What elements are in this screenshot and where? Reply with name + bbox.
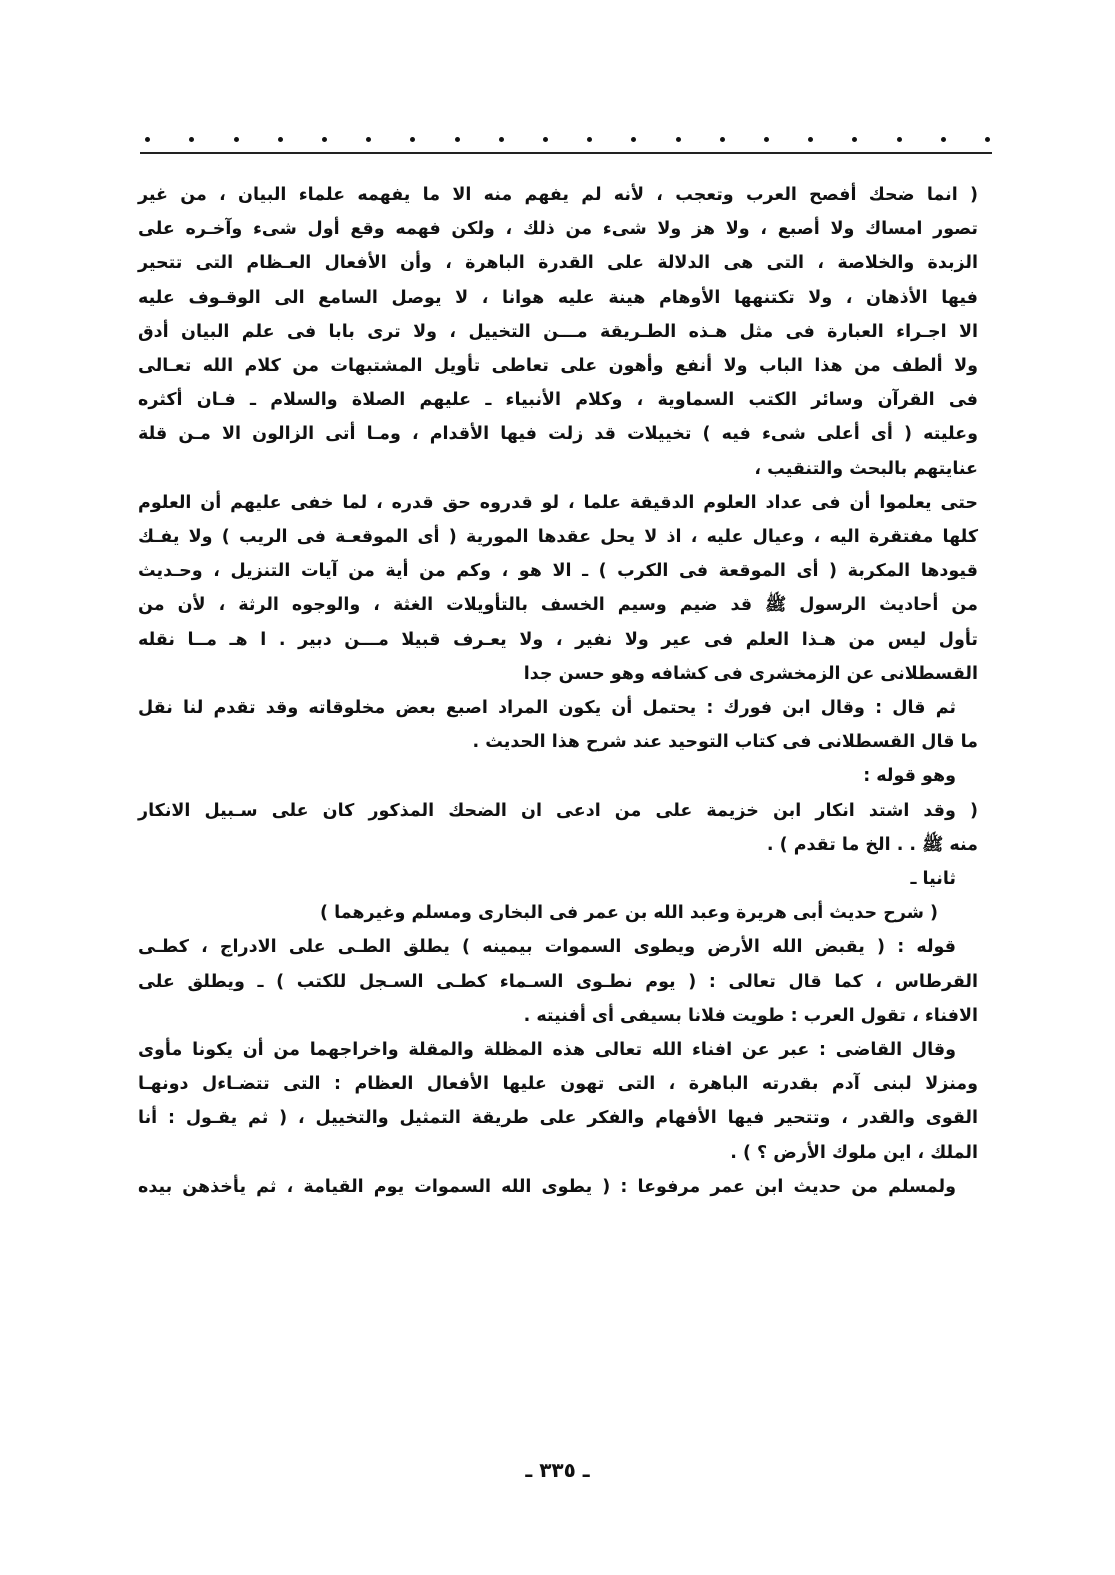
text-line: ما قال القسطلانى فى كتاب التوحيد عند شرح هذا الحديث . xyxy=(472,732,978,753)
page-number: ـ ٣٣٥ ـ xyxy=(525,1458,590,1482)
header-dot xyxy=(499,137,504,142)
text-line: الملك ، اين ملوك الأرض ؟ ) . xyxy=(730,1142,978,1163)
text-line: كلها مفتقرة اليه ، وعيال عليه ، اذ لا يحل عقدها المورية ( أى الموقعـة فى الريب ) ولا يفـك xyxy=(138,527,978,548)
header-dot xyxy=(852,137,857,142)
header-dot xyxy=(720,137,725,142)
text-line: فى القرآن وسائر الكتب السماوية ، وكلام الأنبياء ـ عليهم الصلاة والسلام ـ فـان أكثره xyxy=(138,390,978,411)
header-dot xyxy=(808,137,813,142)
header-dot xyxy=(985,137,990,142)
text-line: ( شرح حديث أبى هريرة وعبد الله بن عمر فى البخارى ومسلم وغيرهما ) xyxy=(320,903,938,924)
text-line: وهو قوله : xyxy=(863,766,956,787)
header-dot xyxy=(897,137,902,142)
text-line: قيودها المكربة ( أى الموقعة فى الكرب ) ـ الا هو ، وكم من أية من آيات التنزيل ، وحـديث xyxy=(138,561,978,582)
text-line: عنايتهم بالبحث والتنقيب ، xyxy=(754,458,978,479)
text-line: ولا ألطف من هذا الباب ولا أنفع وأهون على تعاطى تأويل المشتبهات من كلام الله تعـالى xyxy=(138,356,978,377)
text-line: الزبدة والخلاصة ، التى هى الدلالة على القدرة الباهرة ، وأن الأفعال العـظام التى تتحير xyxy=(138,253,978,274)
text-line: ( انما ضحك أفصح العرب وتعجب ، لأنه لم يفهم منه الا ما يفهمه علماء البيان ، من غير xyxy=(138,185,978,205)
header-dot xyxy=(543,137,548,142)
header-dot xyxy=(941,137,946,142)
header-dot xyxy=(366,137,371,142)
header-rule xyxy=(140,152,992,154)
header-dot xyxy=(278,137,283,142)
header-dotted-ornament xyxy=(145,132,990,146)
text-line: فيها الأذهان ، ولا تكتنهها الأوهام هينة عليه هوانا ، لا يوصل السامع الى الوقـوف عليه xyxy=(138,287,978,308)
text-line: ومنزلا لبنى آدم بقدرته الباهرة ، التى تهون عليها الأفعال العظام : التى تتضـاءل دونهـا xyxy=(138,1074,978,1095)
text-line: القسطلانى عن الزمخشرى فى كشافه وهو حسن جدا xyxy=(523,663,978,684)
text-line: ثانيا ـ xyxy=(910,869,956,890)
text-line: قوله : ( يقبض الله الأرض ويطوى السموات بيمينه ) يطلق الطـى على الادراج ، كطـى xyxy=(138,937,956,958)
header-dot xyxy=(322,137,327,142)
header-dot xyxy=(410,137,415,142)
text-line: منه ﷺ . . الخ ما تقدم ) . xyxy=(766,834,978,855)
text-line: حتى يعلموا أن فى عداد العلوم الدقيقة علما ، لو قدروه حق قدره ، لما خفى عليهم أن العلوم xyxy=(138,492,978,513)
text-line: الا اجـراء العبارة فى مثل هـذه الطـريقة مـــن التخييل ، ولا ترى بابا فى علم البيان أدق xyxy=(138,321,978,342)
text-line: من أحاديث الرسول ﷺ قد ضيم وسيم الخسف بالتأويلات الغثة ، والوجوه الرثة ، لأن من xyxy=(138,595,978,616)
body-text xyxy=(138,178,978,1204)
text-line: الافناء ، تقول العرب : طويت فلانا بسيفى أى أفنيته . xyxy=(523,1005,978,1026)
header-dot xyxy=(234,137,239,142)
text-line: تصور امساك ولا أصبع ، ولا هز ولا شىء من ذلك ، ولكن فهمه وقع أول شىء وآخـره على xyxy=(138,219,978,240)
header-dot xyxy=(455,137,460,142)
text-line: وقال القاضى : عبر عن افناء الله تعالى هذه المظلة والمقلة واخراجهما من أن يكونا مأوى xyxy=(138,1040,956,1061)
text-line: القوى والقدر ، وتتحير فيها الأفهام والفكر على طريقة التمثيل والتخييل ، ( ثم يقـول : أنا xyxy=(138,1108,978,1129)
header-dot xyxy=(587,137,592,142)
header-dot xyxy=(764,137,769,142)
header-dot xyxy=(676,137,681,142)
header-dot xyxy=(631,137,636,142)
text-line: وعليته ( أى أعلى شىء فيه ) تخييلات قد زلت فيها الأقدام ، ومـا أتى الزالون الا مـن قلة xyxy=(138,424,978,445)
header-dot xyxy=(189,137,194,142)
header-dot xyxy=(145,137,150,142)
text-line: القرطاس ، كما قال تعالى : ( يوم نطـوى السـماء كطـى السـجل للكتب ) ـ ويطلق على xyxy=(138,971,978,992)
text-line: ولمسلم من حديث ابن عمر مرفوعا : ( يطوى الله السموات يوم القيامة ، ثم يأخذهن بيده xyxy=(138,1176,956,1197)
text-line: ثم قال : وقال ابن فورك : يحتمل أن يكون المراد اصبع بعض مخلوقاته وقد تقدم لنا نقل xyxy=(138,698,956,719)
text-line: تأول ليس من هـذا العلم فى عير ولا نفير ، ولا يعـرف قبيلا مـــن دبير . ا هـ مــا نقله xyxy=(138,629,978,650)
text-line: ( وقد اشتد انكار ابن خزيمة على من ادعى ان الضحك المذكور كان على سـبيل الانكار xyxy=(138,800,978,821)
